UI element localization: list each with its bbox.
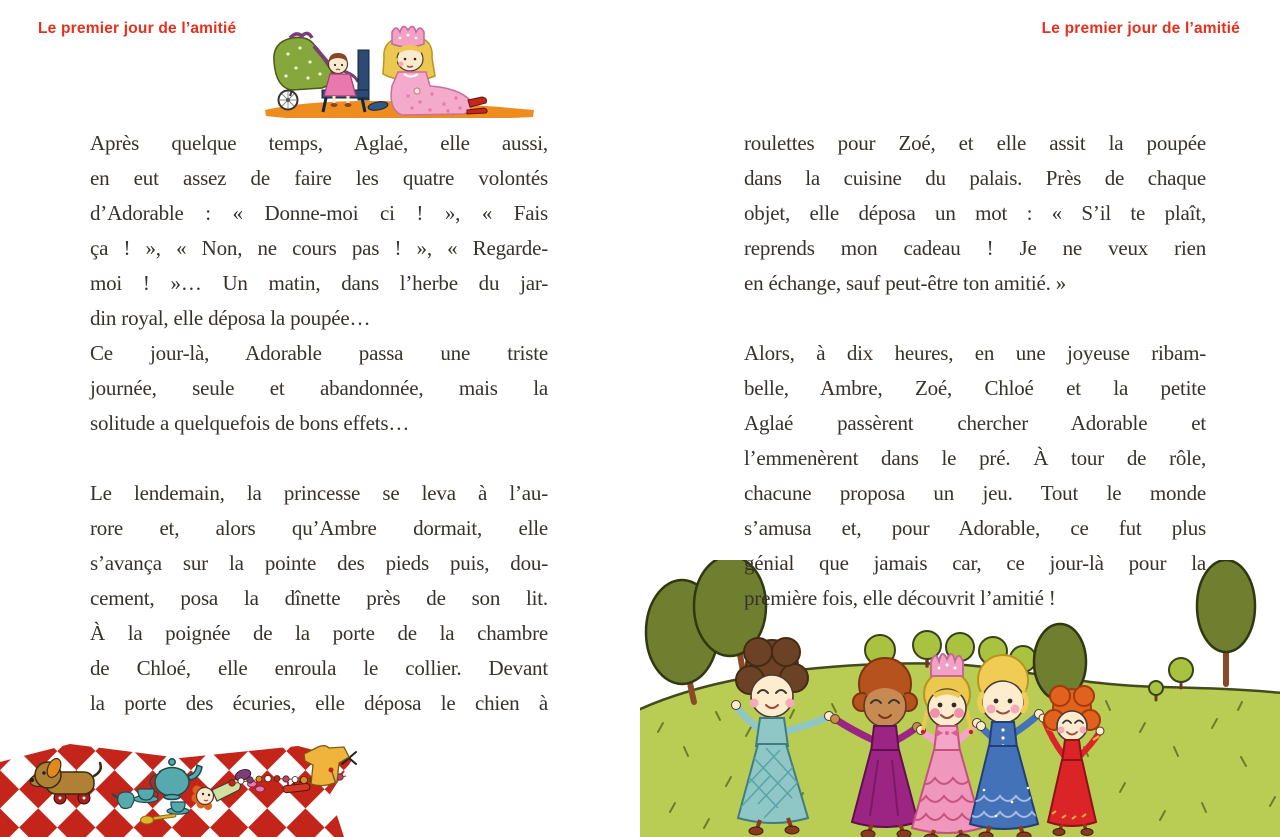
text-line: À la poignée de la porte de la chambre (90, 621, 548, 645)
text-line: en eut assez de faire les quatre volontés (90, 166, 548, 190)
text-line: objet, elle déposa un mot : « S’il te plaît, (744, 201, 1206, 225)
page-header-right: Le premier jour de l’amitié (1041, 20, 1240, 37)
paragraph (744, 336, 1206, 616)
text-line: reprends mon cadeau ! Je ne veux rien (744, 236, 1206, 260)
text-line: Après quelque temps, Aglaé, elle aussi, (90, 131, 548, 155)
text-line: de Chloé, elle enroula le collier. Devant (90, 656, 548, 680)
text-line: s’amusa et, pour Adorable, ce fut plus (744, 516, 1206, 540)
princess-girl (383, 26, 487, 115)
text-line: l’emmenèrent dans le pré. À tour de rôle, (744, 446, 1206, 470)
top-illustration-girl-doll-pram (262, 22, 540, 118)
paragraph (90, 476, 548, 721)
red-shoe (468, 97, 487, 107)
text-line: cement, posa la dînette près de son lit. (90, 586, 548, 610)
text-line: chacune proposa un jeu. Tout le monde (744, 481, 1206, 505)
text-line: solitude a quelquefois de bons effets… (90, 411, 410, 435)
text-line: d’Adorable : « Donne-moi ci ! », « Fais (90, 201, 548, 225)
picnic-illustration (0, 732, 360, 837)
text-line: belle, Ambre, Zoé, Chloé et la petite (744, 376, 1206, 400)
page-header-left: Le premier jour de l’amitié (38, 20, 237, 37)
right-page-text (744, 126, 1206, 616)
text-line: dans la cuisine du palais. Près de chaque (744, 166, 1206, 190)
text-line: Aglaé passèrent chercher Adorable et (744, 411, 1206, 435)
text-line: Ce jour-là, Adorable passa une triste (90, 341, 548, 365)
text-line: s’avança sur la pointe des pieds puis, dou- (90, 551, 548, 575)
text-line: Le lendemain, la princesse se leva à l’au- (90, 481, 548, 505)
text-line: en échange, sauf peut-être ton amitié. » (744, 271, 1067, 295)
text-line: première fois, elle découvrit l’amitié ! (744, 586, 1056, 610)
text-line: journée, seule et abandonnée, mais la (90, 376, 548, 400)
text-line: ça ! », « Non, ne cours pas ! », « Regarde- (90, 236, 548, 260)
text-line: génial que jamais car, ce jour-là pour la (744, 551, 1206, 575)
text-line: Alors, à dix heures, en une joyeuse ribam- (744, 341, 1206, 365)
left-page-text (90, 126, 548, 721)
paragraph (744, 126, 1206, 301)
paragraph (90, 126, 548, 336)
text-line: la porte des écuries, elle déposa le chien à (90, 691, 548, 715)
text-line: din royal, elle déposa la poupée… (90, 306, 371, 330)
text-line: rore et, alors qu’Ambre dormait, elle (90, 516, 548, 540)
paragraph (90, 336, 548, 441)
text-line: roulettes pour Zoé, et elle assit la poupée (744, 131, 1206, 155)
text-line: moi ! »… Un matin, dans l’herbe du jar- (90, 271, 548, 295)
